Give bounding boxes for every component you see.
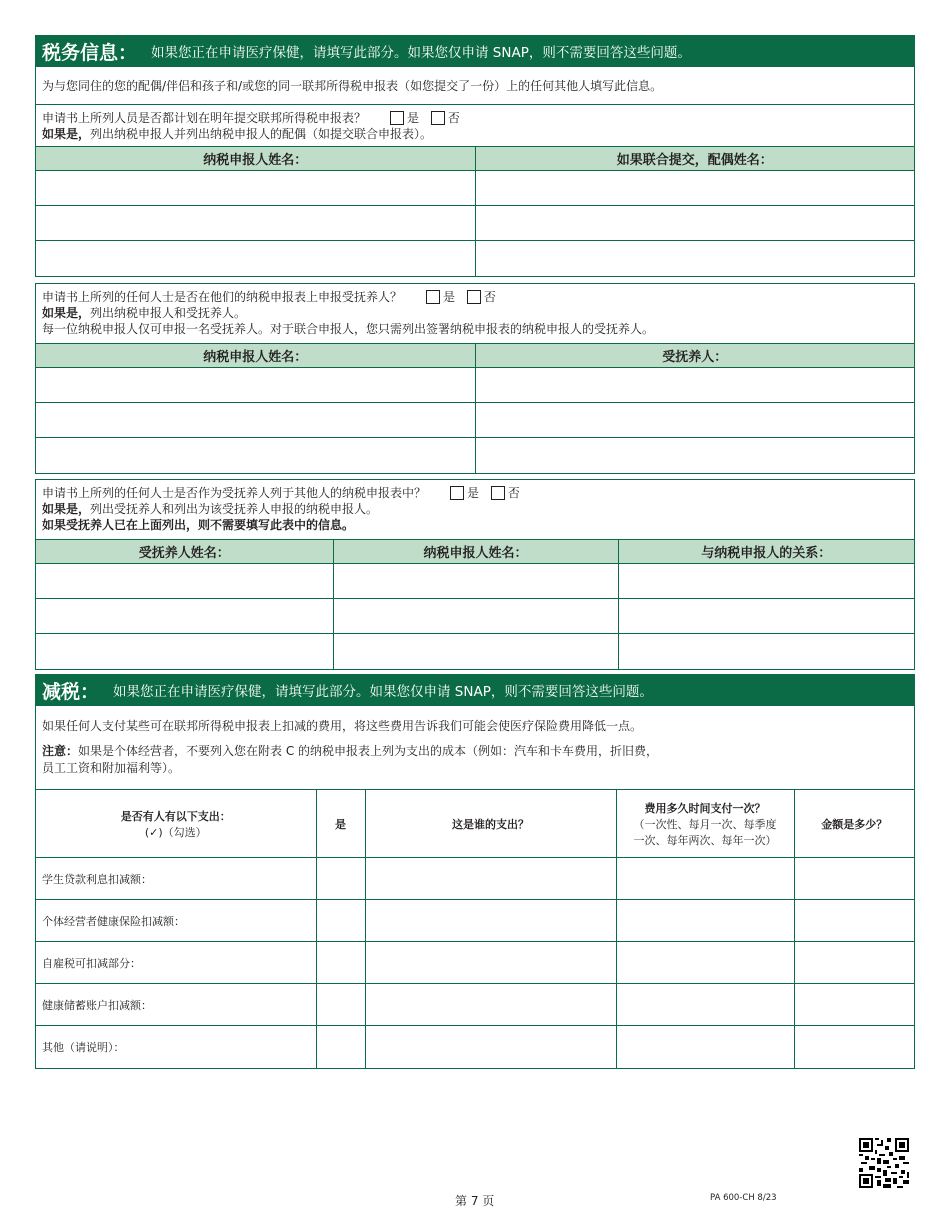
ded-row-label: 学生贷款利息扣减额： bbox=[36, 858, 316, 900]
table-row bbox=[36, 900, 914, 942]
q3-header-dependent: 受抚养人姓名： bbox=[36, 540, 333, 564]
ded-header-whose: 这是谁的支出？ bbox=[365, 790, 616, 858]
ded-whose-input[interactable] bbox=[365, 900, 616, 942]
ded-row-label: 健康储蓄账户扣减额： bbox=[36, 984, 316, 1026]
q1-question: 申请书上所列人员是否都计划在明年提交联邦所得税申报表？ bbox=[42, 111, 367, 125]
q3-no-checkbox[interactable] bbox=[491, 486, 505, 500]
q2-yes-label: 是 bbox=[443, 290, 456, 304]
table-row bbox=[36, 984, 914, 1026]
q3-filer-input[interactable] bbox=[333, 564, 618, 599]
ded-row-label: 自雇税可扣减部分： bbox=[36, 942, 316, 984]
q3-relationship-input[interactable] bbox=[618, 634, 914, 669]
q3-dependent-input[interactable] bbox=[36, 564, 333, 599]
ded-amount-input[interactable] bbox=[794, 942, 914, 984]
q1-yes-checkbox[interactable] bbox=[390, 111, 404, 125]
q2-filer-input[interactable] bbox=[36, 403, 475, 438]
ded-amount-input[interactable] bbox=[794, 1026, 914, 1068]
tax-info-note: 为与您同住的您的配偶/伴侣和孩子和/或您的同一联邦所得税申报表（如您提交了一份）上的任何其他人填写此信息。 bbox=[36, 66, 914, 104]
q3-no-label: 否 bbox=[507, 486, 520, 500]
q2-if-yes-text: 列出纳税申报人和受抚养人。 bbox=[90, 306, 247, 320]
table-row bbox=[36, 564, 914, 599]
q2-if-yes-bold: 如果是， bbox=[42, 306, 91, 320]
q3-yes-checkbox[interactable] bbox=[450, 486, 464, 500]
q2-header-dependent: 受抚养人： bbox=[475, 344, 914, 368]
q3-relationship-input[interactable] bbox=[618, 564, 914, 599]
table-row bbox=[36, 942, 914, 984]
q2-filer-input[interactable] bbox=[36, 368, 475, 403]
q1-block bbox=[36, 104, 914, 146]
deductions-note-1: 如果任何人支付某些可在联邦所得税申报表上扣减的费用，将这些费用告诉我们可能会使医疗保险费用降低一点。 bbox=[42, 719, 643, 733]
deductions-note-2-line-1: 如果是个体经营者，不要列入您在附表 C 的纳税申报表上列为支出的成本（例如：汽车和卡车费用，折旧费， bbox=[78, 744, 659, 758]
ded-header-yes: 是 bbox=[316, 790, 365, 858]
q3-if-yes-bold: 如果是， bbox=[42, 502, 91, 516]
form-id: PA 600-CH 8/23 bbox=[710, 1193, 777, 1203]
q1-spouse-input[interactable] bbox=[475, 206, 914, 241]
ded-frequency-input[interactable] bbox=[616, 942, 794, 984]
q3-filer-input[interactable] bbox=[333, 634, 618, 669]
q1-header-spouse: 如果联合提交，配偶姓名： bbox=[475, 147, 914, 171]
q2-no-checkbox[interactable] bbox=[467, 290, 481, 304]
tax-info-subtitle: 如果您正在申请医疗保健，请填写此部分。如果您仅申请 SNAP，则不需要回答这些问题。 bbox=[151, 45, 691, 61]
q2-yes-checkbox[interactable] bbox=[426, 290, 440, 304]
q1-if-yes-bold: 如果是， bbox=[42, 127, 91, 141]
ded-amount-input[interactable] bbox=[794, 984, 914, 1026]
q2-dependent-input[interactable] bbox=[475, 403, 914, 438]
table-row bbox=[36, 634, 914, 669]
tax-info-section bbox=[35, 35, 915, 277]
q2-table bbox=[36, 343, 914, 473]
deductions-subtitle: 如果您正在申请医疗保健，请填写此部分。如果您仅申请 SNAP，则不需要回答这些问题。 bbox=[113, 684, 653, 700]
ded-yes-check[interactable] bbox=[316, 942, 365, 984]
ded-frequency-input[interactable] bbox=[616, 1026, 794, 1068]
ded-header-amount: 金额是多少？ bbox=[794, 790, 914, 858]
q1-spouse-input[interactable] bbox=[475, 171, 914, 206]
table-row bbox=[36, 438, 914, 473]
q3-header-filer: 纳税申报人姓名： bbox=[333, 540, 618, 564]
table-row bbox=[36, 206, 914, 241]
ded-whose-input[interactable] bbox=[365, 858, 616, 900]
q3-dependent-input[interactable] bbox=[36, 599, 333, 634]
ded-yes-check[interactable] bbox=[316, 900, 365, 942]
q3-header-relationship: 与纳税申报人的关系： bbox=[618, 540, 914, 564]
q2-dependent-input[interactable] bbox=[475, 368, 914, 403]
ded-whose-input[interactable] bbox=[365, 984, 616, 1026]
q2-filer-input[interactable] bbox=[36, 438, 475, 473]
q1-if-yes-text: 列出纳税申报人并列出纳税申报人的配偶（如提交联合申报表）。 bbox=[90, 127, 433, 141]
ded-frequency-input[interactable] bbox=[616, 900, 794, 942]
ded-row-label: 其他（请说明）： bbox=[36, 1026, 316, 1068]
q3-block bbox=[36, 480, 914, 539]
ded-amount-input[interactable] bbox=[794, 900, 914, 942]
ded-whose-input[interactable] bbox=[365, 942, 616, 984]
table-row bbox=[36, 241, 914, 276]
page-number: 第 7 页 bbox=[455, 1194, 495, 1208]
table-row bbox=[36, 1026, 914, 1068]
deductions-table bbox=[36, 789, 914, 1068]
ded-frequency-input[interactable] bbox=[616, 858, 794, 900]
table-row bbox=[36, 858, 914, 900]
q1-no-label: 否 bbox=[447, 111, 460, 125]
ded-row-label: 个体经营者健康保险扣减额： bbox=[36, 900, 316, 942]
q3-relationship-input[interactable] bbox=[618, 599, 914, 634]
q3-filer-input[interactable] bbox=[333, 599, 618, 634]
ded-frequency-input[interactable] bbox=[616, 984, 794, 1026]
q2-dependent-input[interactable] bbox=[475, 438, 914, 473]
q1-filer-input[interactable] bbox=[36, 241, 475, 276]
q1-yes-label: 是 bbox=[407, 111, 420, 125]
ded-amount-input[interactable] bbox=[794, 858, 914, 900]
deductions-section bbox=[35, 674, 915, 1069]
table-row bbox=[36, 368, 914, 403]
q2-block bbox=[36, 284, 914, 343]
q3-extra-bold: 如果受抚养人已在上面列出，则不需要填写此表中的信息。 bbox=[42, 518, 355, 532]
q1-table bbox=[36, 146, 914, 276]
q3-dependent-input[interactable] bbox=[36, 634, 333, 669]
deductions-note-2-bold: 注意： bbox=[42, 744, 79, 758]
q1-spouse-input[interactable] bbox=[475, 241, 914, 276]
ded-yes-check[interactable] bbox=[316, 858, 365, 900]
table-row bbox=[36, 599, 914, 634]
ded-yes-check[interactable] bbox=[316, 984, 365, 1026]
ded-header-expense: 是否有人有以下支出： (✓)（勾选） bbox=[36, 790, 316, 858]
q1-header-filer: 纳税申报人姓名： bbox=[36, 147, 475, 171]
qr-code-icon bbox=[859, 1138, 909, 1188]
q2-question: 申请书上所列的任何人士是否在他们的纳税申报表上申报受抚养人？ bbox=[42, 290, 403, 304]
table-row bbox=[36, 403, 914, 438]
q1-filer-input[interactable] bbox=[36, 206, 475, 241]
tax-info-title: 税务信息： bbox=[42, 41, 138, 64]
q3-yes-label: 是 bbox=[467, 486, 480, 500]
q3-table bbox=[36, 539, 914, 669]
q1-no-checkbox[interactable] bbox=[431, 111, 445, 125]
ded-header-frequency: 费用多久时间支付一次？ （一次性、每月一次、每季度 一次、每年两次、每年一次） bbox=[616, 790, 794, 858]
ded-yes-check[interactable] bbox=[316, 1026, 365, 1068]
ded-whose-input[interactable] bbox=[365, 1026, 616, 1068]
q3-if-yes-text: 列出受抚养人和列出为该受抚养人申报的纳税申报人。 bbox=[90, 502, 379, 516]
deductions-notes bbox=[36, 705, 914, 789]
deductions-title: 减税： bbox=[42, 680, 100, 703]
q2-extra-note: 每一位纳税申报人仅可申报一名受抚养人。对于联合申报人，您只需列出签署纳税申报表的纳税申报人的受抚养人。 bbox=[42, 322, 655, 336]
q2-section bbox=[35, 283, 915, 474]
tax-info-header bbox=[36, 36, 914, 66]
q1-filer-input[interactable] bbox=[36, 171, 475, 206]
q2-no-label: 否 bbox=[483, 290, 496, 304]
deductions-header bbox=[36, 675, 914, 705]
deductions-note-2-line-2: 员工工资和附加福利等）。 bbox=[42, 761, 181, 775]
q3-section bbox=[35, 479, 915, 670]
q3-question: 申请书上所列的任何人士是否作为受抚养人列于其他人的纳税申报表中？ bbox=[42, 486, 427, 500]
q2-header-filer: 纳税申报人姓名： bbox=[36, 344, 475, 368]
table-row bbox=[36, 171, 914, 206]
